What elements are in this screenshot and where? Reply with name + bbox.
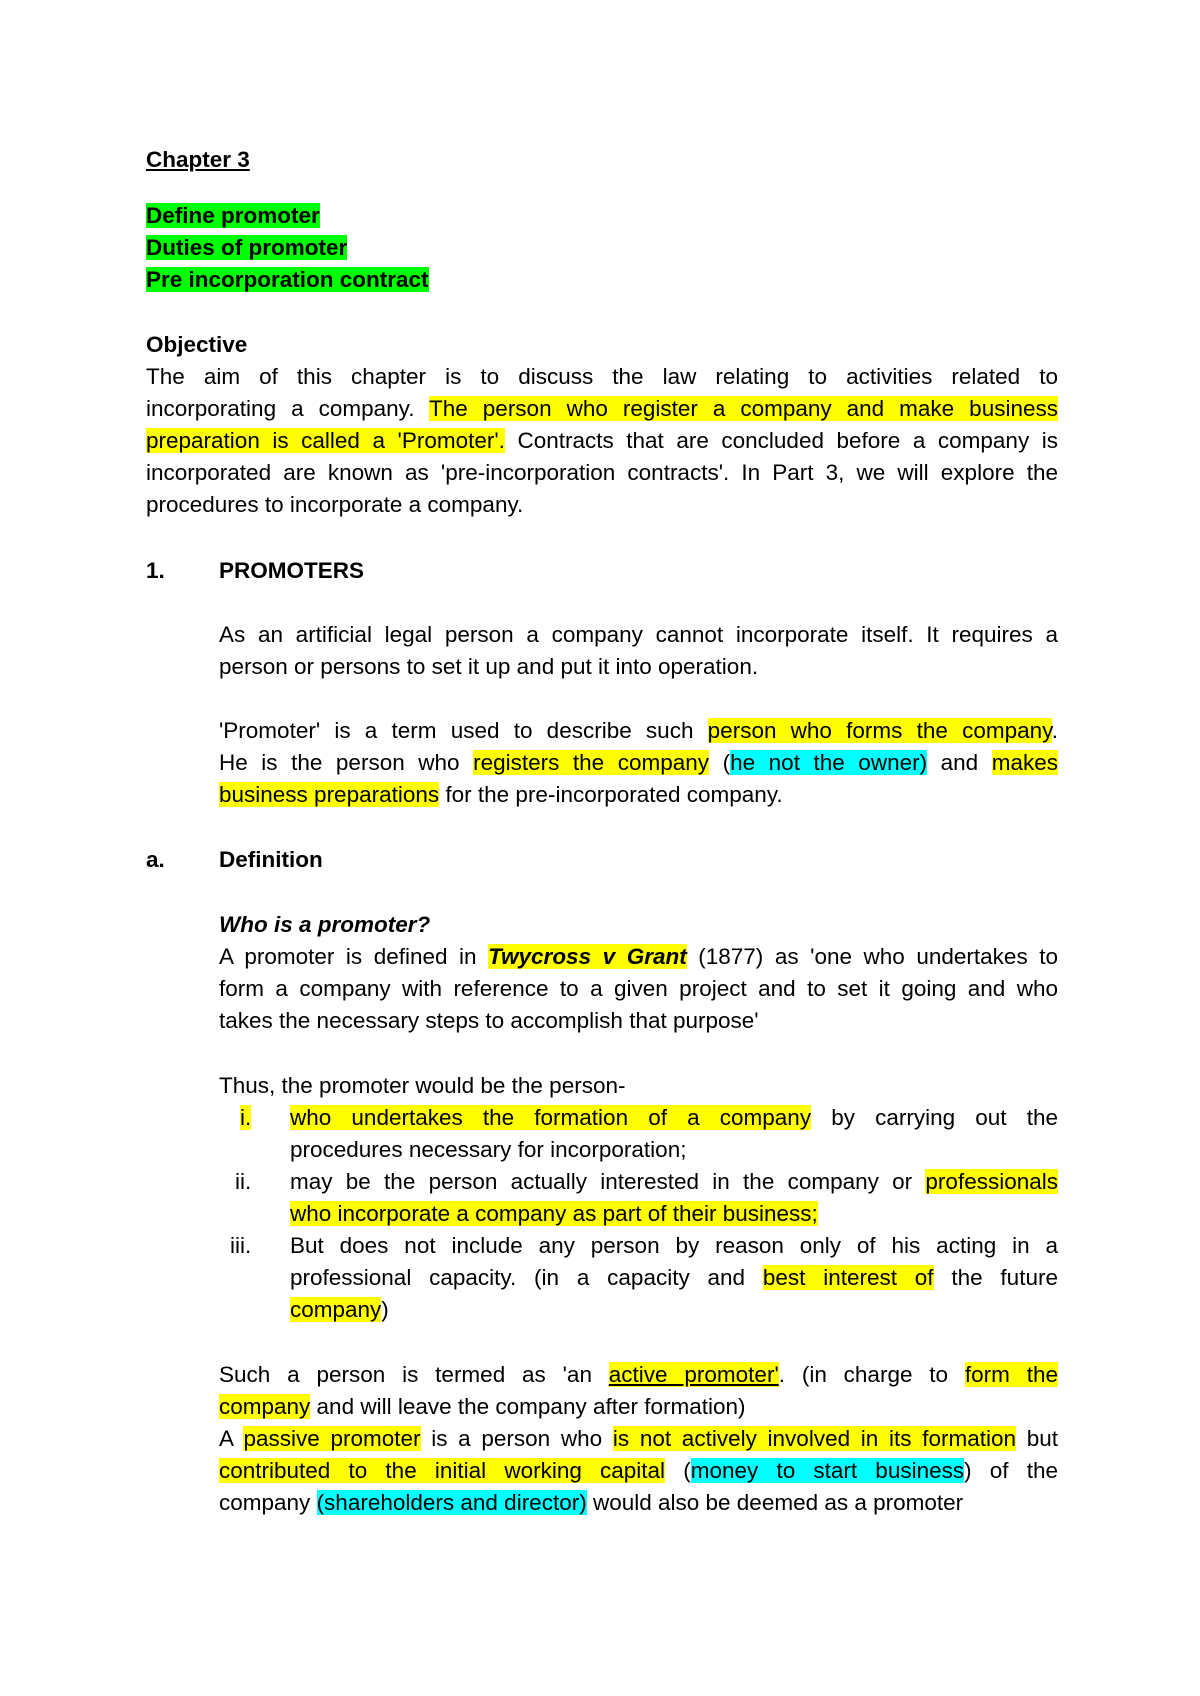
text-run: ) bbox=[381, 1297, 389, 1322]
text-run: (1877) as 'one who undertakes to bbox=[686, 944, 1059, 969]
list-item-iii-line-2 bbox=[290, 1263, 1058, 1293]
text-run: and bbox=[927, 750, 992, 775]
active-promoter-line-1 bbox=[219, 1360, 1058, 1390]
list-item-i-line-2: procedures necessary for incorporation; bbox=[290, 1137, 687, 1162]
promoters-para-2-line-3 bbox=[219, 780, 783, 810]
passive-promoter-line-2 bbox=[219, 1456, 1058, 1486]
text-run: He is the person who bbox=[219, 750, 474, 775]
list-item-iii-line-1: But does not include any person by reason only of his acting in a bbox=[290, 1233, 1058, 1258]
text-run: ( bbox=[665, 1458, 691, 1483]
promoters-para-1-line-2: person or persons to set it up and put it into operation. bbox=[219, 654, 759, 679]
list-number-i bbox=[240, 1103, 251, 1133]
text-run: may be the person actually interested in the company or bbox=[290, 1169, 926, 1194]
topic-text: Pre incorporation contract bbox=[146, 267, 429, 292]
passive-promoter-line-1 bbox=[219, 1424, 1058, 1454]
highlight-company: company bbox=[290, 1297, 382, 1322]
text-run: 'Promoter' is a term used to describe such bbox=[219, 718, 708, 743]
text-run: the future bbox=[933, 1265, 1058, 1290]
section-1-title: PROMOTERS bbox=[219, 558, 365, 583]
active-promoter-line-2 bbox=[219, 1392, 746, 1422]
text-run: but bbox=[1016, 1426, 1058, 1451]
topic-duties-of-promoter bbox=[146, 233, 347, 263]
objective-line-4: incorporated are known as 'pre-incorporation contracts'. In Part 3, we will explore the bbox=[146, 460, 1058, 485]
text-run: Such a person is termed as 'an bbox=[219, 1362, 609, 1387]
text-run: and will leave the company after formation) bbox=[310, 1394, 746, 1419]
objective-line-5: procedures to incorporate a company. bbox=[146, 492, 524, 517]
highlight-active-promoter: active promoter' bbox=[608, 1362, 779, 1387]
text-run: Contracts that are concluded before a company is bbox=[504, 428, 1058, 453]
list-item-ii-line-2 bbox=[290, 1199, 818, 1229]
list-item-iii-line-3 bbox=[290, 1295, 389, 1325]
highlight-registers-company: registers the company bbox=[473, 750, 710, 775]
definition-question: Who is a promoter? bbox=[219, 912, 431, 937]
highlight-promoter-definition: The person who register a company and make business bbox=[429, 396, 1058, 421]
section-1-number: 1. bbox=[146, 558, 165, 583]
case-name-twycross-v-grant: Twycross v Grant bbox=[488, 944, 687, 969]
thus-line: Thus, the promoter would be the person- bbox=[219, 1073, 626, 1098]
promoters-para-1-line-1: As an artificial legal person a company cannot incorporate itself. It requires a bbox=[219, 622, 1058, 647]
list-number-ii: ii. bbox=[235, 1169, 252, 1194]
text-run: would also be deemed as a promoter bbox=[586, 1490, 964, 1515]
topic-text: Define promoter bbox=[146, 203, 320, 228]
definition-line-3: takes the necessary steps to accomplish that purpose' bbox=[219, 1008, 759, 1033]
text-run: incorporating a company. bbox=[146, 396, 430, 421]
text-run: . bbox=[1051, 718, 1058, 743]
objective-line-3 bbox=[146, 426, 1058, 456]
objective-heading: Objective bbox=[146, 332, 248, 357]
section-a-number: a. bbox=[146, 847, 165, 872]
highlight-money-to-start: money to start business bbox=[690, 1458, 965, 1483]
objective-line-2 bbox=[146, 394, 1058, 424]
highlight-makes: makes bbox=[991, 750, 1059, 775]
text-run: ) of the bbox=[964, 1458, 1058, 1483]
definition-line-2: form a company with reference to a given project and to set it going and who bbox=[219, 976, 1058, 1001]
text-run: by carrying out the bbox=[811, 1105, 1058, 1130]
highlight-working-capital: contributed to the initial working capital bbox=[219, 1458, 666, 1483]
highlight-passive-promoter: passive promoter bbox=[243, 1426, 421, 1451]
highlight-company: company bbox=[219, 1394, 311, 1419]
highlight-not-owner: he not the owner) bbox=[730, 750, 928, 775]
highlight-undertakes-formation: who undertakes the formation of a company bbox=[290, 1105, 812, 1130]
text-run: is a person who bbox=[420, 1426, 613, 1451]
list-number-text: i. bbox=[240, 1105, 252, 1130]
section-a-title: Definition bbox=[219, 847, 323, 872]
chapter-title: Chapter 3 bbox=[146, 147, 250, 172]
highlight-promoter-definition: preparation is called a 'Promoter'. bbox=[146, 428, 505, 453]
topic-text: Duties of promoter bbox=[146, 235, 348, 260]
list-number-iii: iii. bbox=[230, 1233, 252, 1258]
list-item-ii-line-1 bbox=[290, 1167, 1058, 1197]
highlight-business-preparations: business preparations bbox=[219, 782, 440, 807]
definition-line-1 bbox=[219, 942, 1058, 972]
highlight-best-interest: best interest of bbox=[762, 1265, 934, 1290]
objective-line-1: The aim of this chapter is to discuss the law relating to activities related to bbox=[146, 364, 1058, 389]
promoters-para-2-line-2 bbox=[219, 748, 1058, 778]
text-run: for the pre-incorporated company. bbox=[439, 782, 783, 807]
highlight-form-the: form the bbox=[964, 1362, 1059, 1387]
text-run: professional capacity. (in a capacity and bbox=[290, 1265, 763, 1290]
highlight-professionals: who incorporate a company as part of their business; bbox=[290, 1201, 818, 1226]
text-run: A promoter is defined in bbox=[219, 944, 489, 969]
highlight-shareholders-director: (shareholders and director) bbox=[316, 1490, 587, 1515]
topic-define-promoter bbox=[146, 201, 320, 231]
topic-pre-incorporation-contract bbox=[146, 265, 429, 295]
highlight-not-actively-involved: is not actively involved in its formation bbox=[612, 1426, 1017, 1451]
list-item-i-line-1 bbox=[290, 1103, 1058, 1133]
text-run: ( bbox=[709, 750, 731, 775]
passive-promoter-line-3 bbox=[219, 1488, 963, 1518]
highlight-forms-company: person who forms the company bbox=[707, 718, 1052, 743]
text-run: company bbox=[219, 1490, 317, 1515]
highlight-professionals: professionals bbox=[925, 1169, 1058, 1194]
text-run: . (in charge to bbox=[778, 1362, 965, 1387]
text-run: A bbox=[219, 1426, 244, 1451]
promoters-para-2-line-1 bbox=[219, 716, 1058, 746]
